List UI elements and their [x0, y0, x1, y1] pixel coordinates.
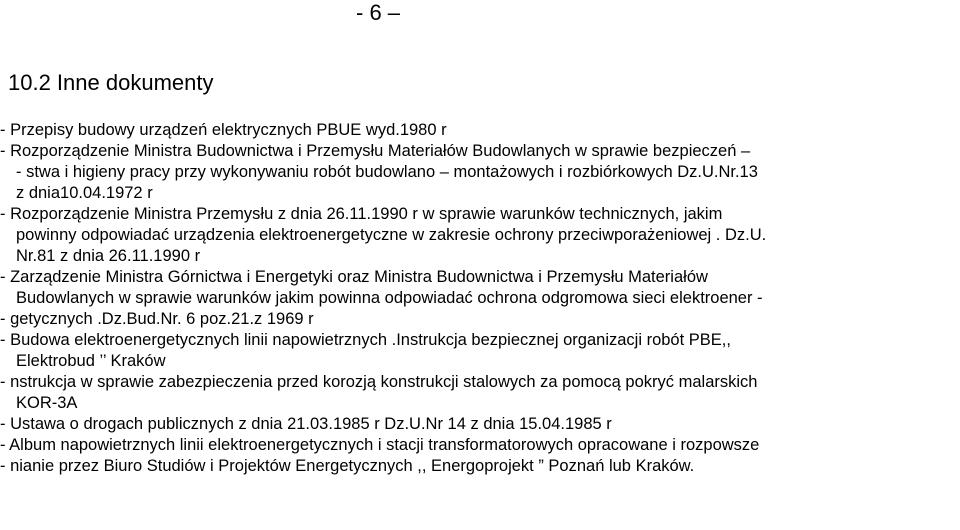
list-line: Budowlanych w sprawie warunków jakim powinna odpowiadać ochrona odgromowa sieci elektroener - — [16, 289, 763, 307]
list-line: KOR-3A — [16, 394, 78, 412]
list-line: - nianie przez Biuro Studiów i Projektów Energetycznych ,, Energoprojekt ” Poznań lub Kraków. — [0, 457, 695, 475]
list-line: - stwa i higieny pracy przy wykonywaniu robót budowlano – montażowych i rozbiórkowych Dz.U.Nr.13 — [16, 163, 758, 181]
list-line: - Zarządzenie Ministra Górnictwa i Energetyki oraz Ministra Budownictwa i Przemysłu Materiałów — [0, 268, 708, 286]
list-line: - Przepisy budowy urządzeń elektrycznych PBUE wyd.1980 r — [0, 121, 447, 139]
page-number: - 6 – — [356, 0, 401, 25]
list-line: - Budowa elektroenergetycznych linii napowietrznych .Instrukcja bezpiecznej organizacji robót PBE,, — [0, 331, 731, 349]
list-line: Elektrobud ’’ Kraków — [16, 352, 166, 370]
section-heading: 10.2 Inne dokumenty — [8, 70, 214, 95]
list-line: Nr.81 z dnia 26.11.1990 r — [16, 247, 201, 265]
list-line: - Album napowietrznych linii elektroenergetycznych i stacji transformatorowych opracowane i rozpowsze — [0, 436, 760, 454]
list-line: powinny odpowiadać urządzenia elektroenergetyczne w zakresie ochrony przeciwporażeniowej . Dz.U. — [16, 226, 767, 244]
document-list — [0, 120, 960, 477]
list-line: - Ustawa o drogach publicznych z dnia 21.03.1985 r Dz.U.Nr 14 z dnia 15.04.1985 r — [0, 415, 612, 433]
list-line: - Rozporządzenie Ministra Budownictwa i Przemysłu Materiałów Budowlanych w sprawie bezpieczeń – — [0, 142, 751, 160]
list-line: - getycznych .Dz.Bud.Nr. 6 poz.21.z 1969 r — [0, 310, 314, 328]
list-line: - nstrukcja w sprawie zabezpieczenia przed korozją konstrukcji stalowych za pomocą pokryć malarskich — [0, 373, 758, 391]
list-line: - Rozporządzenie Ministra Przemysłu z dnia 26.11.1990 r w sprawie warunków technicznych, jakim — [0, 205, 723, 223]
list-line: z dnia10.04.1972 r — [16, 184, 153, 202]
